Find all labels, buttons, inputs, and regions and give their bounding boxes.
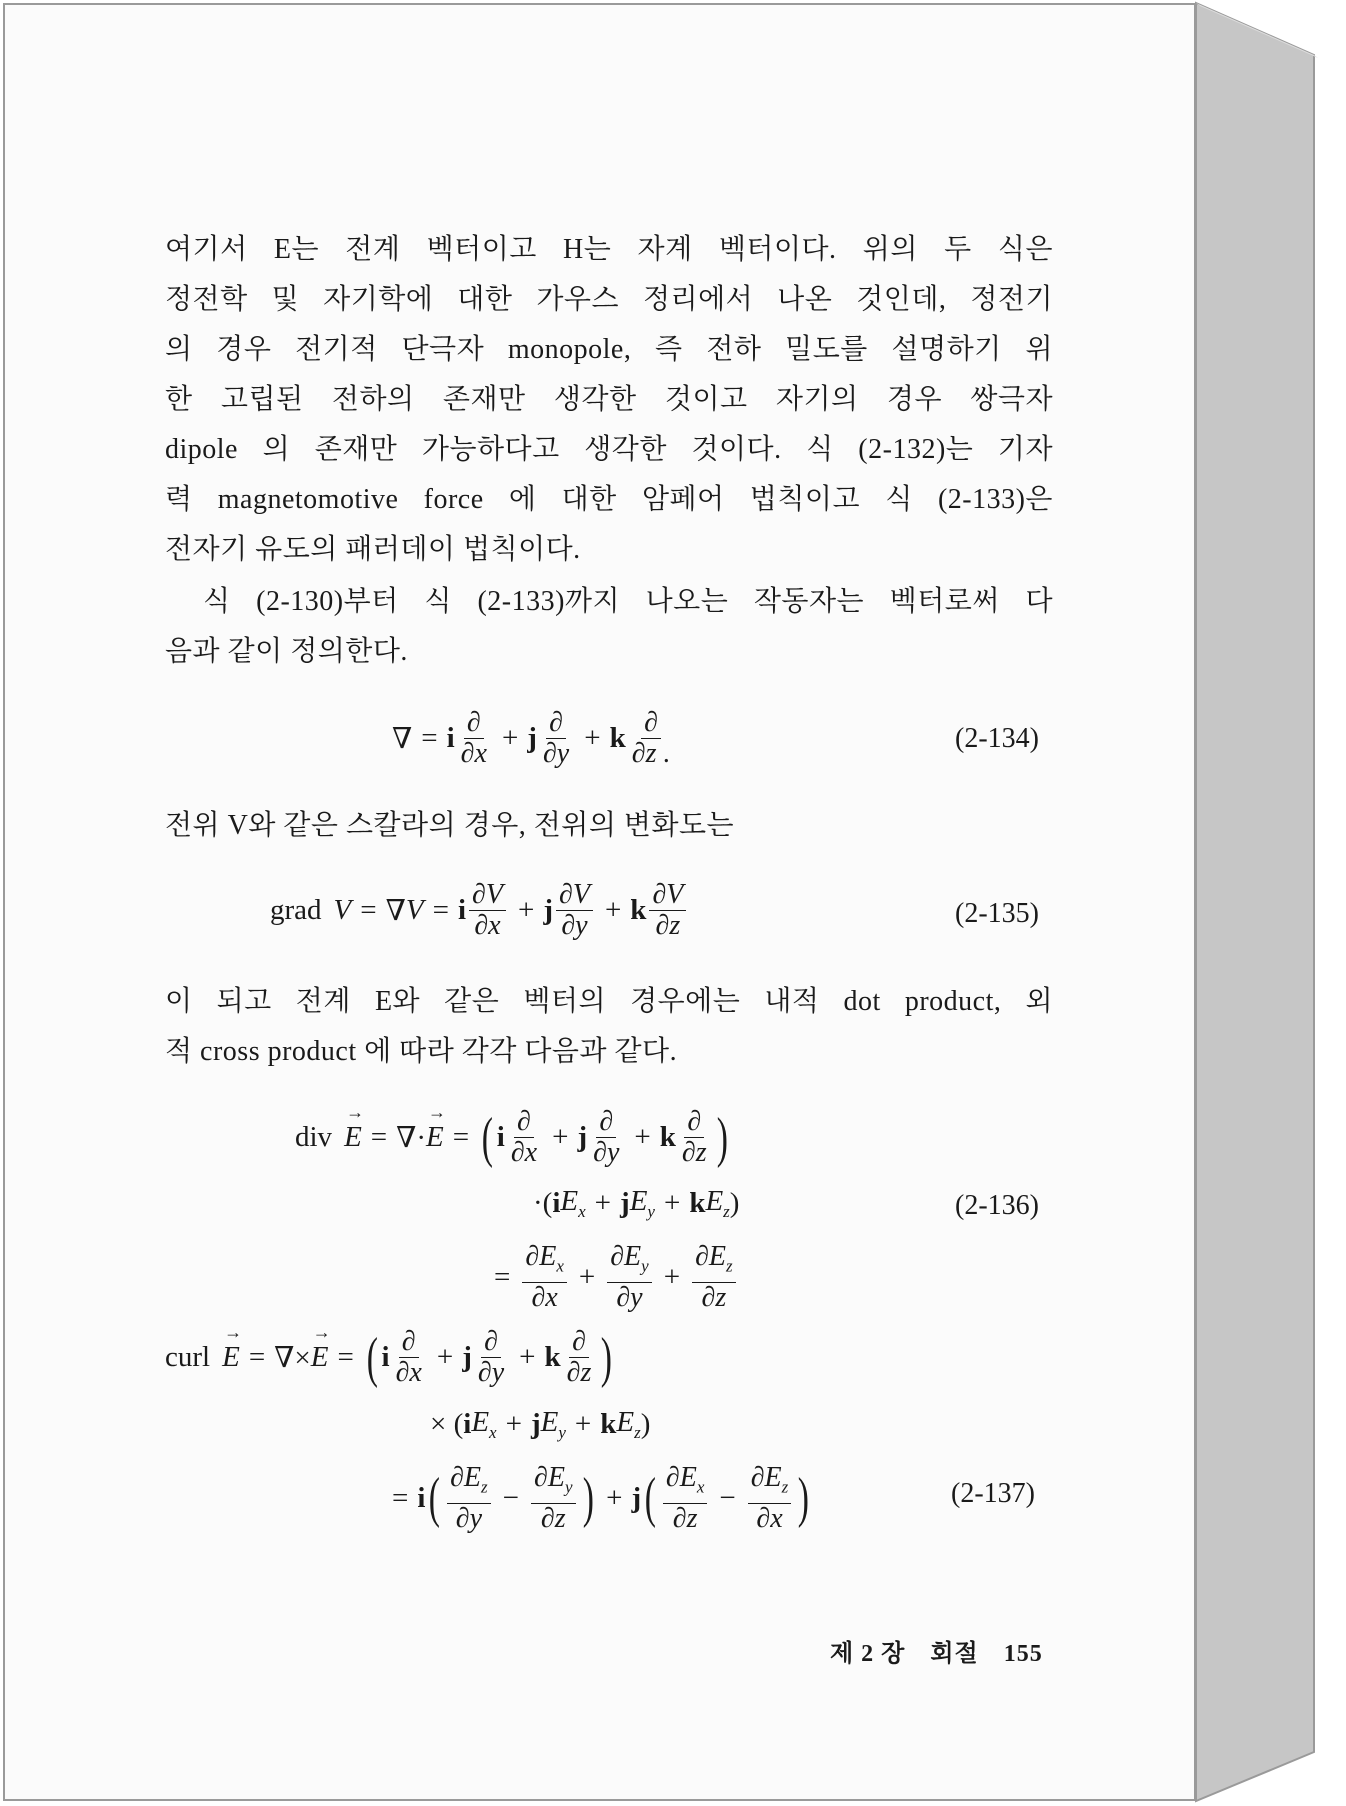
- text-line: 한 고립된 전하의 존재만 생각한 것이고 자기의 경우 쌍극자: [165, 384, 1053, 415]
- grad-label: grad: [270, 894, 322, 926]
- equation-number: (2-134): [955, 723, 1039, 754]
- paragraph-intro: [165, 225, 1053, 575]
- text-line: 이 되고 전계 E와 같은 벡터의 경우에는 내적 dot product, 외: [165, 986, 1053, 1017]
- equation-2-136-line1: div → E = ∇· → E = ( i $\frac{\partial}{\partial x}$ + j $\frac{\partial}{\partial y}$ + k $\frac{\partial}{\partial z}$ ): [295, 1107, 731, 1168]
- equation-2-136-line3: = $\frac{\partial E_x}{\partial x}$ + $\frac{\partial E_y}{\partial y}$ + $\frac{\partial E_z}{\partial z}$: [494, 1242, 739, 1313]
- chapter-label: 제 2 장: [830, 1641, 906, 1667]
- equation-2-137-line2: × ( i $E_x$ + j $E_y$ + k $E_z$ ): [430, 1406, 651, 1442]
- equation-number: (2-135): [955, 898, 1039, 929]
- page-footer: [830, 1633, 1043, 1668]
- text-line: 전위 V와 같은 스칼라의 경우, 전위의 변화도는: [165, 810, 735, 841]
- equation-number: (2-137): [951, 1478, 1035, 1509]
- equation-2-135: grad V = ∇ V = i $\frac{\partial V}{\partial x}$ + j $\frac{\partial V}{\partial y}$ + k $\frac{\partial V}{\partial z}$: [270, 880, 689, 941]
- equation-2-136-line2: ·( i $E_x$ + j $E_y$ + k $E_z$ ): [533, 1185, 740, 1221]
- page-number: 155: [1003, 1641, 1043, 1667]
- text-line: 식 (2-130)부터 식 (2-133)까지 나오는 작동자는 벡터로써 다: [203, 586, 1053, 617]
- equation-2-137-line1: curl → E = ∇× → E = ( i $\frac{\partial}{\partial x}$ + j $\frac{\partial}{\partial y}$ + k $\frac{\partial}{\partial z}$ ): [165, 1327, 616, 1388]
- equation-number: (2-136): [955, 1190, 1039, 1221]
- text-line: 력 magnetomotive force 에 대한 암페어 법칙이고 식 (2-133)은: [165, 484, 1053, 515]
- text-line: 적 cross product 에 따라 각각 다음과 같다.: [165, 1036, 678, 1067]
- text-line: 여기서 E는 전계 벡터이고 H는 자계 벡터이다. 위의 두 식은: [165, 234, 1053, 265]
- equation-2-137-line3: = i ( $\frac{\partial E_z}{\partial y}$ − $\frac{\partial E_y}{\partial z}$ ) + j ( $\frac{\partial E_x}{\partial z}$ − $\frac{\partial E_z}{\partial x}$ ): [392, 1462, 810, 1534]
- text-line: 정전학 및 자기학에 대한 가우스 정리에서 나온 것인데, 정전기: [165, 284, 1053, 315]
- text-line: 음과 같이 정의한다.: [165, 636, 408, 667]
- div-label: div: [295, 1121, 333, 1153]
- paragraph-operator: [165, 577, 1053, 677]
- paragraph-vector: [165, 977, 1053, 1077]
- text-line: 의 경우 전기적 단극자 monopole, 즉 전하 밀도를 설명하기 위: [165, 334, 1053, 365]
- section-label: 회절: [930, 1641, 979, 1667]
- equation-2-134: ∇ = i $\frac{\partial}{\partial x}$ + j $\frac{\partial}{\partial y}$ + k $\frac{\partial}{\partial z .}$: [392, 707, 671, 769]
- paragraph-scalar: [165, 801, 1053, 851]
- text-line: 전자기 유도의 패러데이 법칙이다.: [165, 534, 581, 565]
- text-line: dipole 의 존재만 가능하다고 생각한 것이다. 식 (2-132)는 기자: [165, 434, 1053, 465]
- curl-label: curl: [165, 1341, 211, 1373]
